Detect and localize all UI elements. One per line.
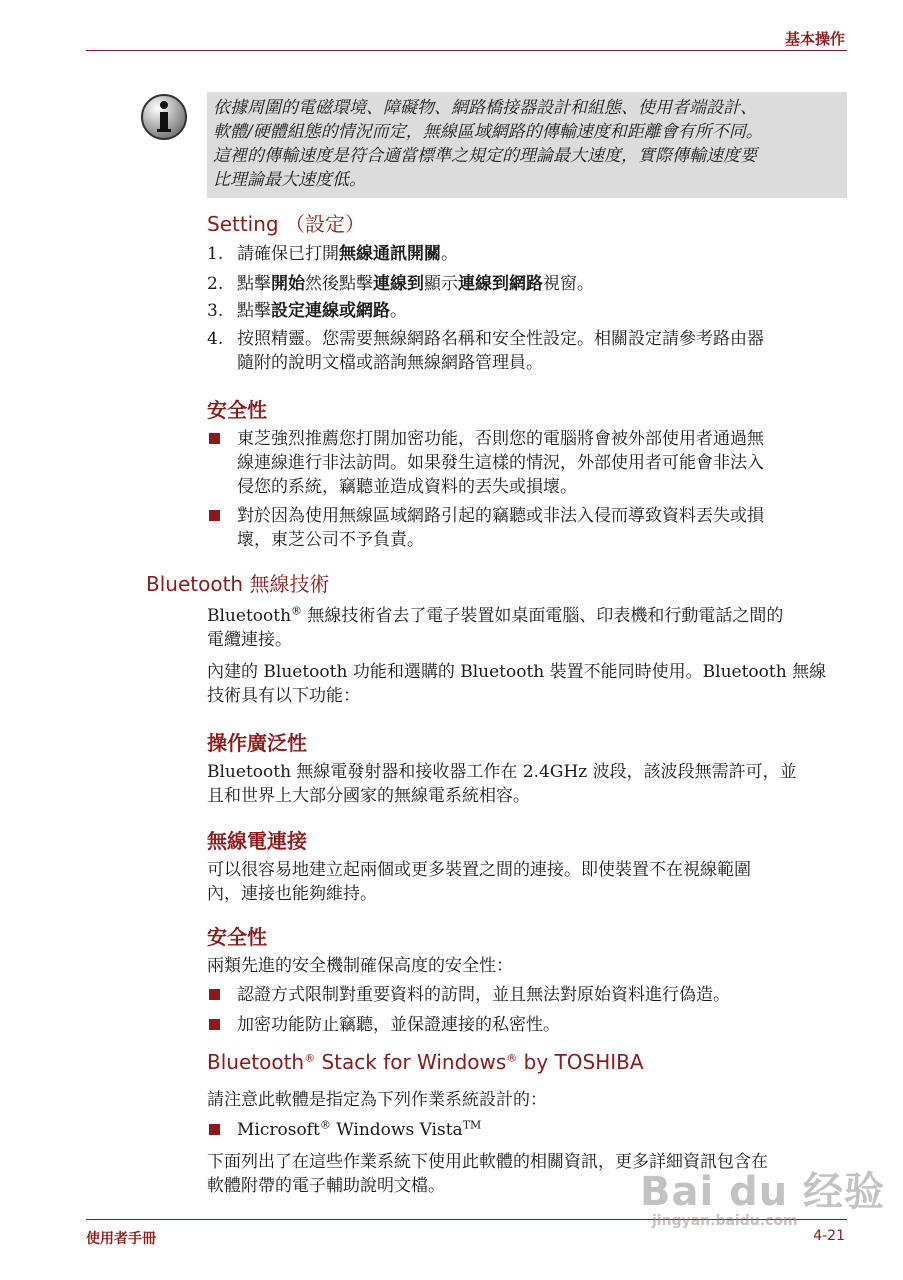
- security-heading: 安全性: [207, 398, 267, 422]
- wide-operation-text: Bluetooth 無線電發射器和接收器工作在 2.4GHz 波段，該波段無需許可，並 且和世界上大部分國家的無線電系統相容。: [207, 762, 797, 806]
- step-1: 1. 請確保已打開無線通訊開關。: [207, 244, 458, 264]
- info-icon: [140, 93, 188, 141]
- watermark-logo: Bai du 经验: [640, 1169, 886, 1215]
- watermark: [640, 1160, 885, 1229]
- stack-intro: 請注意此軟體是指定為下列作業系統設計的：: [207, 1090, 547, 1110]
- bullet-square-icon: [209, 989, 220, 1000]
- watermark-url: jingyan.baidu.com: [652, 1213, 798, 1229]
- wide-operation-heading: 操作廣泛性: [207, 731, 307, 755]
- stack-heading: Bluetooth® Stack for Windows® by TOSHIBA: [207, 1050, 644, 1074]
- header-rule: [86, 50, 847, 51]
- stack-text: 下面列出了在這些作業系統下使用此軟體的相關資訊，更多詳細資訊包含在 軟體附帶的電子輔助說明文檔。: [207, 1152, 768, 1196]
- bullet-item: Microsoft® Windows Vista™: [207, 1118, 847, 1142]
- note-line: 這裡的傳輸速度是符合適當標準之規定的理論最大速度，實際傳輸速度要: [213, 146, 757, 166]
- bullet-square-icon: [209, 510, 220, 521]
- bullet-square-icon: [209, 1019, 220, 1030]
- page-header-title: 基本操作: [784, 30, 845, 48]
- footer-manual-title: 使用者手冊: [86, 1231, 156, 1247]
- bullet-item: 東芝強烈推薦您打開加密功能，否則您的電腦將會被外部使用者通過無 線連線進行非法訪問。如果發生這樣的情況，外部使用者可能會非法入 侵您的系統，竊聽並造成資料的丟失或損壞。: [207, 427, 847, 499]
- bullet-square-icon: [209, 433, 220, 444]
- setting-heading: Setting （設定）: [207, 212, 365, 236]
- bullet-item: 對於因為使用無線區域網路引起的竊聽或非法入侵而導致資料丟失或損 壞，東芝公司不予負責。: [207, 504, 847, 552]
- radio-connection-text: 可以很容易地建立起兩個或更多裝置之間的連接。即使裝置不在視線範圍 內，連接也能夠維持。: [207, 860, 751, 904]
- bullet-square-icon: [209, 1124, 220, 1135]
- radio-connection-heading: 無線電連接: [207, 829, 307, 853]
- step-4: 4. 按照精靈。您需要無線網路名稱和安全性設定。相關設定請參考路由器 隨附的說明文檔或諮詢無線網路管理員。: [207, 329, 764, 373]
- step-2: 2. 點擊開始然後點擊連線到顯示連線到網路視窗。: [207, 274, 594, 294]
- page-number: 4-21: [813, 1228, 845, 1244]
- note-line: 軟體/硬體組態的情況而定，無線區域網路的傳輸速度和距離會有所不同。: [213, 122, 763, 142]
- security2-heading: 安全性: [207, 925, 267, 949]
- bullet-item: 加密功能防止竊聽，並保證連接的私密性。: [207, 1013, 847, 1037]
- note-line: 依據周圍的電磁環境、障礙物、網路橋接器設計和組態、使用者端設計、: [213, 98, 757, 118]
- step-3: 3. 點擊設定連線或網路。: [207, 301, 407, 321]
- note-box: [207, 92, 847, 198]
- bluetooth-heading: Bluetooth 無線技術: [146, 572, 330, 596]
- security2-intro: 兩類先進的安全機制確保高度的安全性：: [207, 956, 513, 976]
- bluetooth-paragraph-2: 內建的 Bluetooth 功能和選購的 Bluetooth 裝置不能同時使用。Bluetooth 無線 技術具有以下功能：: [207, 662, 827, 706]
- bluetooth-paragraph-1: Bluetooth® 無線技術省去了電子裝置如桌面電腦、印表機和行動電話之間的 電纜連接。: [207, 604, 784, 650]
- note-line: 比理論最大速度低。: [213, 170, 366, 190]
- bullet-item: 認證方式限制對重要資料的訪問，並且無法對原始資料進行偽造。: [207, 983, 847, 1007]
